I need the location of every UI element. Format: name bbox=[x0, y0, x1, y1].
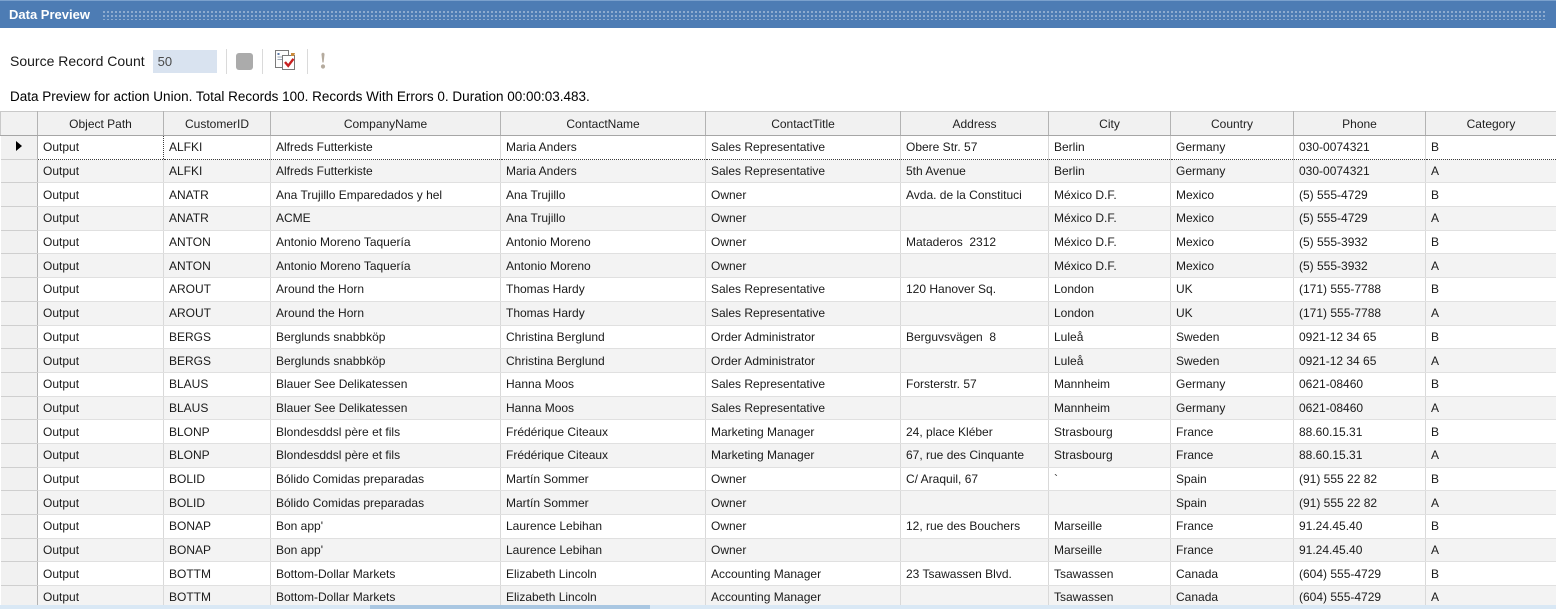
grid-cell[interactable]: Output bbox=[38, 183, 164, 207]
grid-cell[interactable]: A bbox=[1426, 207, 1556, 231]
grid-corner-cell[interactable] bbox=[1, 112, 38, 136]
grid-cell[interactable]: Marketing Manager bbox=[706, 420, 901, 444]
row-header[interactable] bbox=[1, 136, 38, 160]
grid-cell[interactable]: France bbox=[1171, 538, 1294, 562]
grid-cell[interactable]: Berguvsvägen 8 bbox=[901, 325, 1049, 349]
grid-cell[interactable] bbox=[901, 254, 1049, 278]
grid-cell[interactable]: AROUT bbox=[164, 278, 271, 302]
grid-cell[interactable]: Blondesddsl père et fils bbox=[271, 420, 501, 444]
grid-cell[interactable]: 120 Hanover Sq. bbox=[901, 278, 1049, 302]
grid-cell[interactable]: Output bbox=[38, 278, 164, 302]
grid-cell[interactable]: 67, rue des Cinquante bbox=[901, 443, 1049, 467]
column-header-object-path[interactable]: Object Path bbox=[38, 112, 164, 136]
grid-cell[interactable]: Sales Representative bbox=[706, 396, 901, 420]
column-header-customerid[interactable]: CustomerID bbox=[164, 112, 271, 136]
row-header[interactable] bbox=[1, 349, 38, 373]
table-row[interactable] bbox=[1, 183, 1556, 207]
grid-cell[interactable]: Germany bbox=[1171, 159, 1294, 183]
grid-cell[interactable]: France bbox=[1171, 443, 1294, 467]
grid-cell[interactable] bbox=[901, 207, 1049, 231]
grid-cell[interactable]: Output bbox=[38, 396, 164, 420]
grid-cell[interactable] bbox=[1049, 491, 1171, 515]
grid-cell[interactable] bbox=[901, 538, 1049, 562]
grid-cell[interactable]: Alfreds Futterkiste bbox=[271, 159, 501, 183]
table-row[interactable] bbox=[1, 349, 1556, 373]
grid-cell[interactable]: 91.24.45.40 bbox=[1294, 515, 1426, 539]
grid-cell[interactable]: Owner bbox=[706, 515, 901, 539]
grid-cell[interactable]: Sweden bbox=[1171, 349, 1294, 373]
table-row[interactable] bbox=[1, 136, 1556, 160]
grid-cell[interactable]: Blauer See Delikatessen bbox=[271, 396, 501, 420]
grid-cell[interactable]: Obere Str. 57 bbox=[901, 136, 1049, 160]
grid-cell[interactable]: Sales Representative bbox=[706, 159, 901, 183]
grid-cell[interactable]: (171) 555-7788 bbox=[1294, 278, 1426, 302]
grid-cell[interactable]: London bbox=[1049, 278, 1171, 302]
grid-cell[interactable]: Output bbox=[38, 538, 164, 562]
grid-cell[interactable]: BOLID bbox=[164, 491, 271, 515]
grid-cell[interactable]: Berglunds snabbköp bbox=[271, 349, 501, 373]
grid-cell[interactable]: Elizabeth Lincoln bbox=[501, 562, 706, 586]
grid-cell[interactable]: Bon app' bbox=[271, 538, 501, 562]
grid-cell[interactable]: ANTON bbox=[164, 254, 271, 278]
row-header[interactable] bbox=[1, 159, 38, 183]
grid-cell[interactable]: Output bbox=[38, 207, 164, 231]
grid-cell[interactable]: Output bbox=[38, 254, 164, 278]
grid-cell[interactable]: Order Administrator bbox=[706, 325, 901, 349]
grid-cell[interactable]: Frédérique Citeaux bbox=[501, 420, 706, 444]
grid-cell[interactable]: Bólido Comidas preparadas bbox=[271, 467, 501, 491]
table-row[interactable] bbox=[1, 420, 1556, 444]
row-header[interactable] bbox=[1, 207, 38, 231]
grid-cell[interactable]: UK bbox=[1171, 278, 1294, 302]
record-count-input[interactable] bbox=[153, 50, 217, 73]
grid-cell[interactable]: Christina Berglund bbox=[501, 349, 706, 373]
grid-cell[interactable]: B bbox=[1426, 515, 1556, 539]
grid-cell[interactable]: Avda. de la Constituci bbox=[901, 183, 1049, 207]
row-header[interactable] bbox=[1, 515, 38, 539]
grid-cell[interactable]: Blondesddsl père et fils bbox=[271, 443, 501, 467]
grid-cell[interactable]: 0921-12 34 65 bbox=[1294, 349, 1426, 373]
grid-cell[interactable]: Owner bbox=[706, 254, 901, 278]
grid-cell[interactable]: Hanna Moos bbox=[501, 396, 706, 420]
grid-cell[interactable]: Ana Trujillo bbox=[501, 183, 706, 207]
grid-cell[interactable]: BERGS bbox=[164, 349, 271, 373]
grid-cell[interactable]: Luleå bbox=[1049, 325, 1171, 349]
report-check-icon bbox=[272, 49, 298, 73]
grid-cell[interactable]: Mexico bbox=[1171, 254, 1294, 278]
grid-cell[interactable]: C/ Araquil, 67 bbox=[901, 467, 1049, 491]
grid-cell[interactable]: Bólido Comidas preparadas bbox=[271, 491, 501, 515]
grid-cell[interactable]: Sweden bbox=[1171, 325, 1294, 349]
grid-cell[interactable]: Output bbox=[38, 515, 164, 539]
grid-cell[interactable]: Marseille bbox=[1049, 538, 1171, 562]
row-header[interactable] bbox=[1, 491, 38, 515]
grid-cell[interactable]: France bbox=[1171, 420, 1294, 444]
grid-cell[interactable]: México D.F. bbox=[1049, 230, 1171, 254]
row-header[interactable] bbox=[1, 230, 38, 254]
grid-cell[interactable]: Owner bbox=[706, 467, 901, 491]
grid-cell[interactable]: BOTTM bbox=[164, 586, 271, 609]
grid-cell[interactable]: Laurence Lebihan bbox=[501, 515, 706, 539]
grid-cell[interactable]: B bbox=[1426, 467, 1556, 491]
grid-cell[interactable]: 91.24.45.40 bbox=[1294, 538, 1426, 562]
grid-cell[interactable]: Blauer See Delikatessen bbox=[271, 372, 501, 396]
validation-report-button[interactable] bbox=[272, 49, 298, 73]
grid-cell[interactable]: México D.F. bbox=[1049, 183, 1171, 207]
column-header-phone[interactable]: Phone bbox=[1294, 112, 1426, 136]
grid-cell[interactable]: AROUT bbox=[164, 301, 271, 325]
grid-cell[interactable]: (5) 555-3932 bbox=[1294, 230, 1426, 254]
column-header-country[interactable]: Country bbox=[1171, 112, 1294, 136]
grid-cell[interactable]: Output bbox=[38, 443, 164, 467]
stop-square-icon bbox=[236, 53, 253, 70]
grid-cell[interactable]: Spain bbox=[1171, 467, 1294, 491]
grid-cell[interactable]: 5th Avenue bbox=[901, 159, 1049, 183]
grid-cell[interactable]: Berlin bbox=[1049, 159, 1171, 183]
row-header[interactable] bbox=[1, 301, 38, 325]
grid-cell[interactable]: Martín Sommer bbox=[501, 491, 706, 515]
grid-cell[interactable]: B bbox=[1426, 562, 1556, 586]
grid-cell[interactable]: A bbox=[1426, 349, 1556, 373]
status-text: Data Preview for action Union. Total Records 100. Records With Errors 0. Duration 00:00:03.483. bbox=[10, 89, 590, 104]
panel-title: Data Preview bbox=[9, 6, 90, 22]
grid-cell[interactable]: London bbox=[1049, 301, 1171, 325]
grid-cell[interactable]: (91) 555 22 82 bbox=[1294, 491, 1426, 515]
table-row[interactable] bbox=[1, 467, 1556, 491]
grid-cell[interactable]: ` bbox=[1049, 467, 1171, 491]
grid-cell[interactable]: 23 Tsawassen Blvd. bbox=[901, 562, 1049, 586]
grid-cell[interactable]: Maria Anders bbox=[501, 159, 706, 183]
grid-cell[interactable]: Christina Berglund bbox=[501, 325, 706, 349]
data-grid[interactable] bbox=[0, 111, 1556, 609]
grid-cell[interactable]: 88.60.15.31 bbox=[1294, 420, 1426, 444]
grid-cell[interactable]: Laurence Lebihan bbox=[501, 538, 706, 562]
warning-button[interactable] bbox=[317, 50, 329, 72]
row-header[interactable] bbox=[1, 278, 38, 302]
table-row[interactable] bbox=[1, 159, 1556, 183]
grid-cell[interactable]: Around the Horn bbox=[271, 301, 501, 325]
titlebar-dotted-grip bbox=[102, 10, 1546, 20]
grid-cell[interactable]: A bbox=[1426, 159, 1556, 183]
table-row[interactable] bbox=[1, 372, 1556, 396]
grid-cell[interactable]: A bbox=[1426, 538, 1556, 562]
grid-cell[interactable]: BONAP bbox=[164, 515, 271, 539]
grid-cell[interactable]: Output bbox=[38, 230, 164, 254]
grid-cell[interactable]: Canada bbox=[1171, 586, 1294, 609]
grid-cell[interactable]: Sales Representative bbox=[706, 136, 901, 160]
grid-cell[interactable]: 12, rue des Bouchers bbox=[901, 515, 1049, 539]
grid-cell[interactable]: (604) 555-4729 bbox=[1294, 562, 1426, 586]
grid-cell[interactable]: Owner bbox=[706, 207, 901, 231]
grid-cell[interactable]: Luleå bbox=[1049, 349, 1171, 373]
column-header-category[interactable]: Category bbox=[1426, 112, 1556, 136]
grid-cell[interactable]: A bbox=[1426, 443, 1556, 467]
grid-cell[interactable]: ALFKI bbox=[164, 136, 271, 160]
grid-cell[interactable]: BERGS bbox=[164, 325, 271, 349]
stop-button[interactable] bbox=[236, 53, 253, 70]
grid-cell[interactable]: Strasbourg bbox=[1049, 443, 1171, 467]
row-header[interactable] bbox=[1, 325, 38, 349]
grid-cell[interactable]: B bbox=[1426, 278, 1556, 302]
grid-cell[interactable]: Antonio Moreno Taquería bbox=[271, 230, 501, 254]
grid-cell[interactable]: Thomas Hardy bbox=[501, 278, 706, 302]
toolbar-separator bbox=[307, 49, 308, 74]
grid-cell[interactable]: Output bbox=[38, 586, 164, 609]
grid-cell[interactable]: ANATR bbox=[164, 183, 271, 207]
grid-body bbox=[1, 136, 1556, 609]
grid-cell[interactable]: Bon app' bbox=[271, 515, 501, 539]
grid-cell[interactable]: A bbox=[1426, 586, 1556, 609]
grid-cell[interactable]: Output bbox=[38, 301, 164, 325]
grid-cell[interactable]: Ana Trujillo Emparedados y hel bbox=[271, 183, 501, 207]
grid-cell[interactable]: Ana Trujillo bbox=[501, 207, 706, 231]
grid-cell[interactable]: Forsterstr. 57 bbox=[901, 372, 1049, 396]
grid-cell[interactable]: A bbox=[1426, 491, 1556, 515]
grid-cell[interactable]: BLONP bbox=[164, 420, 271, 444]
grid-cell[interactable]: Antonio Moreno bbox=[501, 230, 706, 254]
grid-cell[interactable]: Maria Anders bbox=[501, 136, 706, 160]
grid-cell[interactable]: Output bbox=[38, 467, 164, 491]
grid-cell[interactable]: A bbox=[1426, 396, 1556, 420]
grid-cell[interactable]: France bbox=[1171, 515, 1294, 539]
grid-cell[interactable]: Accounting Manager bbox=[706, 586, 901, 609]
grid-cell[interactable]: BLAUS bbox=[164, 396, 271, 420]
grid-cell[interactable]: Mannheim bbox=[1049, 396, 1171, 420]
data-grid-container bbox=[0, 111, 1556, 609]
grid-cell[interactable]: Owner bbox=[706, 538, 901, 562]
grid-cell[interactable]: Output bbox=[38, 136, 164, 160]
table-row[interactable] bbox=[1, 443, 1556, 467]
grid-cell[interactable]: Bottom-Dollar Markets bbox=[271, 586, 501, 609]
grid-cell[interactable]: (171) 555-7788 bbox=[1294, 301, 1426, 325]
column-header-address[interactable]: Address bbox=[901, 112, 1049, 136]
grid-cell[interactable]: Output bbox=[38, 562, 164, 586]
grid-cell[interactable]: Mexico bbox=[1171, 230, 1294, 254]
grid-cell[interactable]: Output bbox=[38, 372, 164, 396]
grid-cell[interactable]: 0621-08460 bbox=[1294, 396, 1426, 420]
grid-cell[interactable]: BONAP bbox=[164, 538, 271, 562]
grid-cell[interactable]: Antonio Moreno Taquería bbox=[271, 254, 501, 278]
grid-cell[interactable]: BLONP bbox=[164, 443, 271, 467]
grid-cell[interactable] bbox=[901, 396, 1049, 420]
grid-cell[interactable] bbox=[901, 349, 1049, 373]
grid-cell[interactable] bbox=[901, 491, 1049, 515]
grid-cell[interactable]: Output bbox=[38, 491, 164, 515]
grid-cell[interactable]: B bbox=[1426, 420, 1556, 444]
grid-cell[interactable]: BOTTM bbox=[164, 562, 271, 586]
toolbar bbox=[10, 46, 1556, 76]
grid-cell[interactable]: (5) 555-4729 bbox=[1294, 207, 1426, 231]
row-header[interactable] bbox=[1, 562, 38, 586]
grid-cell[interactable]: Antonio Moreno bbox=[501, 254, 706, 278]
toolbar-separator bbox=[226, 49, 227, 74]
grid-cell[interactable]: Elizabeth Lincoln bbox=[501, 586, 706, 609]
table-row[interactable] bbox=[1, 491, 1556, 515]
record-count-label: Source Record Count bbox=[10, 53, 145, 69]
column-header-companyname[interactable]: CompanyName bbox=[271, 112, 501, 136]
grid-cell[interactable]: México D.F. bbox=[1049, 207, 1171, 231]
grid-cell[interactable]: ALFKI bbox=[164, 159, 271, 183]
table-row[interactable] bbox=[1, 515, 1556, 539]
grid-cell[interactable]: Accounting Manager bbox=[706, 562, 901, 586]
grid-cell[interactable]: Tsawassen bbox=[1049, 586, 1171, 609]
grid-cell[interactable]: B bbox=[1426, 230, 1556, 254]
grid-cell[interactable]: Output bbox=[38, 349, 164, 373]
grid-cell[interactable]: Spain bbox=[1171, 491, 1294, 515]
row-header[interactable] bbox=[1, 538, 38, 562]
grid-cell[interactable]: Sales Representative bbox=[706, 301, 901, 325]
row-header[interactable] bbox=[1, 396, 38, 420]
grid-cell[interactable]: Germany bbox=[1171, 372, 1294, 396]
grid-cell[interactable]: (91) 555 22 82 bbox=[1294, 467, 1426, 491]
row-header[interactable] bbox=[1, 420, 38, 444]
column-header-contactname[interactable]: ContactName bbox=[501, 112, 706, 136]
grid-cell[interactable]: Output bbox=[38, 159, 164, 183]
grid-cell[interactable]: 030-0074321 bbox=[1294, 136, 1426, 160]
grid-cell[interactable]: Order Administrator bbox=[706, 349, 901, 373]
current-row-indicator-icon bbox=[16, 141, 22, 151]
grid-cell[interactable]: 0621-08460 bbox=[1294, 372, 1426, 396]
grid-cell[interactable]: Martín Sommer bbox=[501, 467, 706, 491]
grid-cell[interactable]: BLAUS bbox=[164, 372, 271, 396]
grid-cell[interactable]: Strasbourg bbox=[1049, 420, 1171, 444]
column-header-city[interactable]: City bbox=[1049, 112, 1171, 136]
grid-cell[interactable]: México D.F. bbox=[1049, 254, 1171, 278]
grid-cell[interactable]: A bbox=[1426, 301, 1556, 325]
grid-cell[interactable]: Bottom-Dollar Markets bbox=[271, 562, 501, 586]
header-row bbox=[1, 112, 1556, 136]
grid-cell[interactable]: B bbox=[1426, 183, 1556, 207]
row-header[interactable] bbox=[1, 443, 38, 467]
grid-cell[interactable]: ACME bbox=[271, 207, 501, 231]
row-header[interactable] bbox=[1, 372, 38, 396]
table-row[interactable] bbox=[1, 301, 1556, 325]
grid-cell[interactable]: Marketing Manager bbox=[706, 443, 901, 467]
grid-cell[interactable]: Owner bbox=[706, 491, 901, 515]
grid-cell[interactable]: Owner bbox=[706, 230, 901, 254]
grid-cell[interactable]: Thomas Hardy bbox=[501, 301, 706, 325]
grid-cell[interactable]: Hanna Moos bbox=[501, 372, 706, 396]
grid-cell[interactable]: Germany bbox=[1171, 136, 1294, 160]
grid-cell[interactable]: Output bbox=[38, 420, 164, 444]
grid-cell[interactable]: Mannheim bbox=[1049, 372, 1171, 396]
grid-cell[interactable]: BOLID bbox=[164, 467, 271, 491]
grid-cell[interactable]: Sales Representative bbox=[706, 372, 901, 396]
grid-cell[interactable]: Berglunds snabbköp bbox=[271, 325, 501, 349]
grid-cell[interactable]: Canada bbox=[1171, 562, 1294, 586]
grid-cell[interactable]: Owner bbox=[706, 183, 901, 207]
table-row[interactable] bbox=[1, 538, 1556, 562]
column-header-contacttitle[interactable]: ContactTitle bbox=[706, 112, 901, 136]
grid-cell[interactable]: UK bbox=[1171, 301, 1294, 325]
grid-cell[interactable]: Output bbox=[38, 325, 164, 349]
grid-cell[interactable]: (5) 555-4729 bbox=[1294, 183, 1426, 207]
grid-cell[interactable]: Marseille bbox=[1049, 515, 1171, 539]
grid-cell[interactable]: Mexico bbox=[1171, 183, 1294, 207]
horizontal-scrollbar[interactable] bbox=[0, 605, 1556, 609]
row-header[interactable] bbox=[1, 254, 38, 278]
grid-cell[interactable]: 030-0074321 bbox=[1294, 159, 1426, 183]
table-row[interactable] bbox=[1, 562, 1556, 586]
grid-cell[interactable]: ANTON bbox=[164, 230, 271, 254]
grid-cell[interactable]: Mexico bbox=[1171, 207, 1294, 231]
toolbar-separator bbox=[262, 49, 263, 74]
grid-cell[interactable]: Tsawassen bbox=[1049, 562, 1171, 586]
table-row[interactable] bbox=[1, 325, 1556, 349]
grid-cell[interactable]: Berlin bbox=[1049, 136, 1171, 160]
table-row[interactable] bbox=[1, 254, 1556, 278]
grid-cell[interactable]: (5) 555-3932 bbox=[1294, 254, 1426, 278]
grid-cell[interactable]: 24, place Kléber bbox=[901, 420, 1049, 444]
grid-cell[interactable]: B bbox=[1426, 136, 1556, 160]
grid-cell[interactable]: A bbox=[1426, 254, 1556, 278]
grid-cell[interactable]: 88.60.15.31 bbox=[1294, 443, 1426, 467]
grid-cell[interactable]: Sales Representative bbox=[706, 278, 901, 302]
table-row[interactable] bbox=[1, 278, 1556, 302]
grid-cell[interactable]: B bbox=[1426, 372, 1556, 396]
scrollbar-thumb[interactable] bbox=[370, 605, 650, 609]
grid-cell[interactable]: ANATR bbox=[164, 207, 271, 231]
table-row[interactable] bbox=[1, 396, 1556, 420]
grid-cell[interactable]: Mataderos 2312 bbox=[901, 230, 1049, 254]
grid-cell[interactable] bbox=[901, 301, 1049, 325]
grid-cell[interactable]: Frédérique Citeaux bbox=[501, 443, 706, 467]
grid-cell[interactable]: Around the Horn bbox=[271, 278, 501, 302]
grid-cell[interactable]: 0921-12 34 65 bbox=[1294, 325, 1426, 349]
table-row[interactable] bbox=[1, 207, 1556, 231]
grid-cell[interactable]: Alfreds Futterkiste bbox=[271, 136, 501, 160]
grid-cell[interactable]: Germany bbox=[1171, 396, 1294, 420]
grid-cell[interactable]: (604) 555-4729 bbox=[1294, 586, 1426, 609]
row-header[interactable] bbox=[1, 467, 38, 491]
grid-cell[interactable]: B bbox=[1426, 325, 1556, 349]
panel-titlebar[interactable] bbox=[0, 0, 1556, 28]
exclamation-icon bbox=[317, 50, 329, 72]
table-row[interactable] bbox=[1, 230, 1556, 254]
row-header[interactable] bbox=[1, 183, 38, 207]
